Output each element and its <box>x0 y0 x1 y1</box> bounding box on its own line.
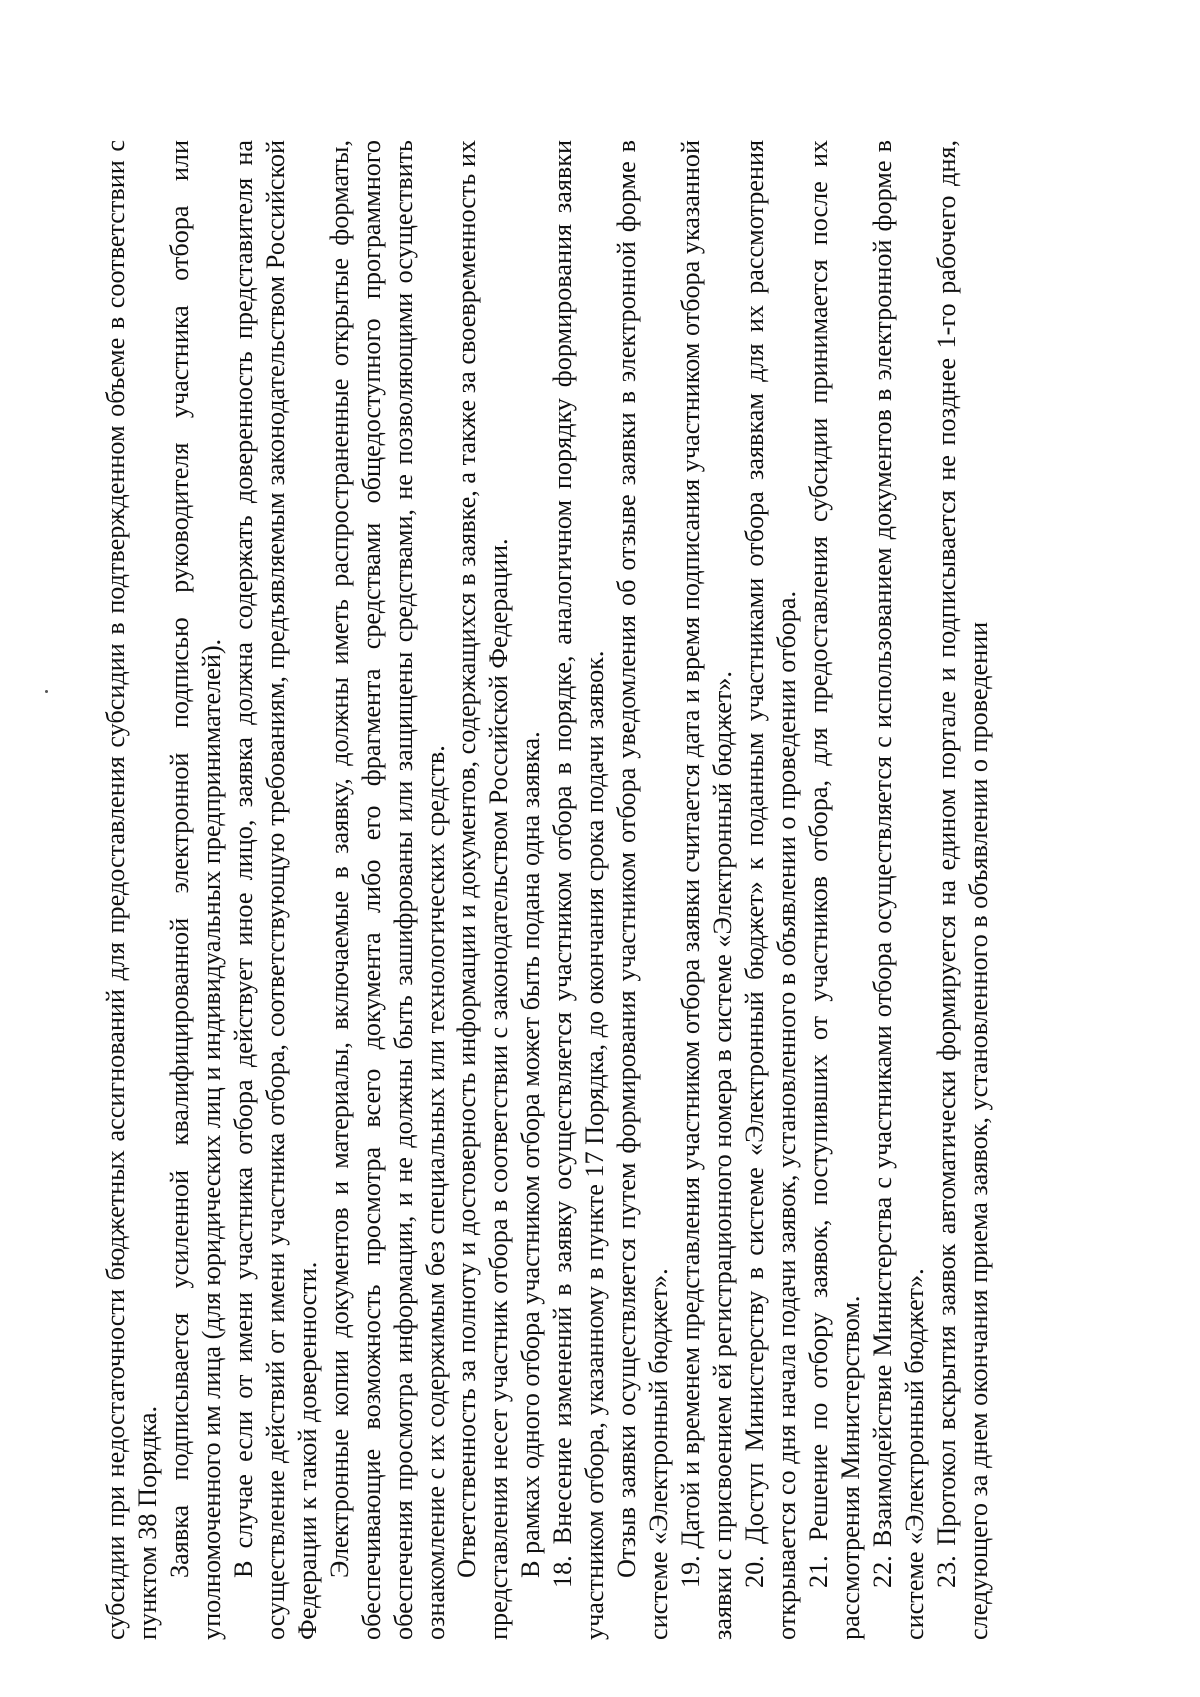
paragraph-item-19: 19. Датой и временем представления участником отбора заявки считается дата и время подписания участником отбора указанной заявки с присвоением ей регистрационного номера в системе «Электронный бюджет». <box>676 140 738 1640</box>
paragraph-item-23: 23. Протокол вскрытия заявок автоматически формируется на едином портале и подписывается не позднее 1-го рабочего дня, следующего за днем окончания приема заявок, установленного в объявлении о проведении <box>931 140 993 1640</box>
scan-speck <box>45 690 48 693</box>
paragraph-one-application: В рамках одного отбора участником отбора может быть подана одна заявка. <box>516 731 546 1578</box>
paragraph-item-21: 21. Решение по отбору заявок, поступивших от участников отбора, для предоставления субсидии принимается после их рассмотрения Министерством. <box>803 140 865 1640</box>
paragraph-electronic-copies: Электронные копии документов и материалы, включаемые в заявку, должны иметь распространенные открытые форматы, обеспечивающие возможность просмотра всего документа либо его фрагмента средствами общедоступного программного обеспечения просмотра информации, и не должны быть зашифрованы или защищены средствами, не позволяющими осуществить ознакомление с их содержимым без специальных или технологических средств. <box>324 140 450 1640</box>
paragraph-withdrawal: Отзыв заявки осуществляется путем формирования участником отбора уведомления об отзыве заявки в электронной форме в системе «Электронный бюджет». <box>612 140 674 1640</box>
paragraph-subsidy-shortfall: субсидии при недостаточности бюджетных ассигнований для предоставления субсидии в подтвержденном объеме в соответствии с пунктом 38 Порядка. <box>101 140 162 1640</box>
paragraph-item-22: 22. Взаимодействие Министерства с участниками отбора осуществляется с использованием документов в электронной форме в системе «Электронный бюджет». <box>867 140 929 1640</box>
document-text-block <box>100 140 1190 1640</box>
paragraph-item-18: 18. Внесение изменений в заявку осуществляется участником отбора в порядке, аналогичном порядку формирования заявки участником отбора, указанному в пункте 17 Порядка, до окончания срока подачи заявок. <box>548 140 610 1640</box>
paragraph-responsibility: Ответственность за полноту и достоверность информации и документов, содержащихся в заявке, а также за своевременность их представления несет участник отбора в соответствии с законодательством Российской Федерации. <box>452 140 514 1640</box>
paragraph-power-of-attorney: В случае если от имени участника отбора действует иное лицо, заявка должна содержать доверенность представителя на осуществление действий от имени участника отбора, соответствующую требованиям, предъявляемым законодательством Российской Федерации к такой доверенности. <box>228 140 322 1640</box>
paragraph-signature: Заявка подписывается усиленной квалифицированной электронной подписью руководителя участника отбора или уполномоченного им лица (для юридических лиц и индивидуальных предпринимателей). <box>164 140 226 1640</box>
paragraph-item-20: 20. Доступ Министерству в системе «Электронный бюджет» к поданным участниками отбора заявкам для их рассмотрения открывается со дня начала подачи заявок, установленного в объявлении о проведении отбора. <box>740 140 802 1640</box>
